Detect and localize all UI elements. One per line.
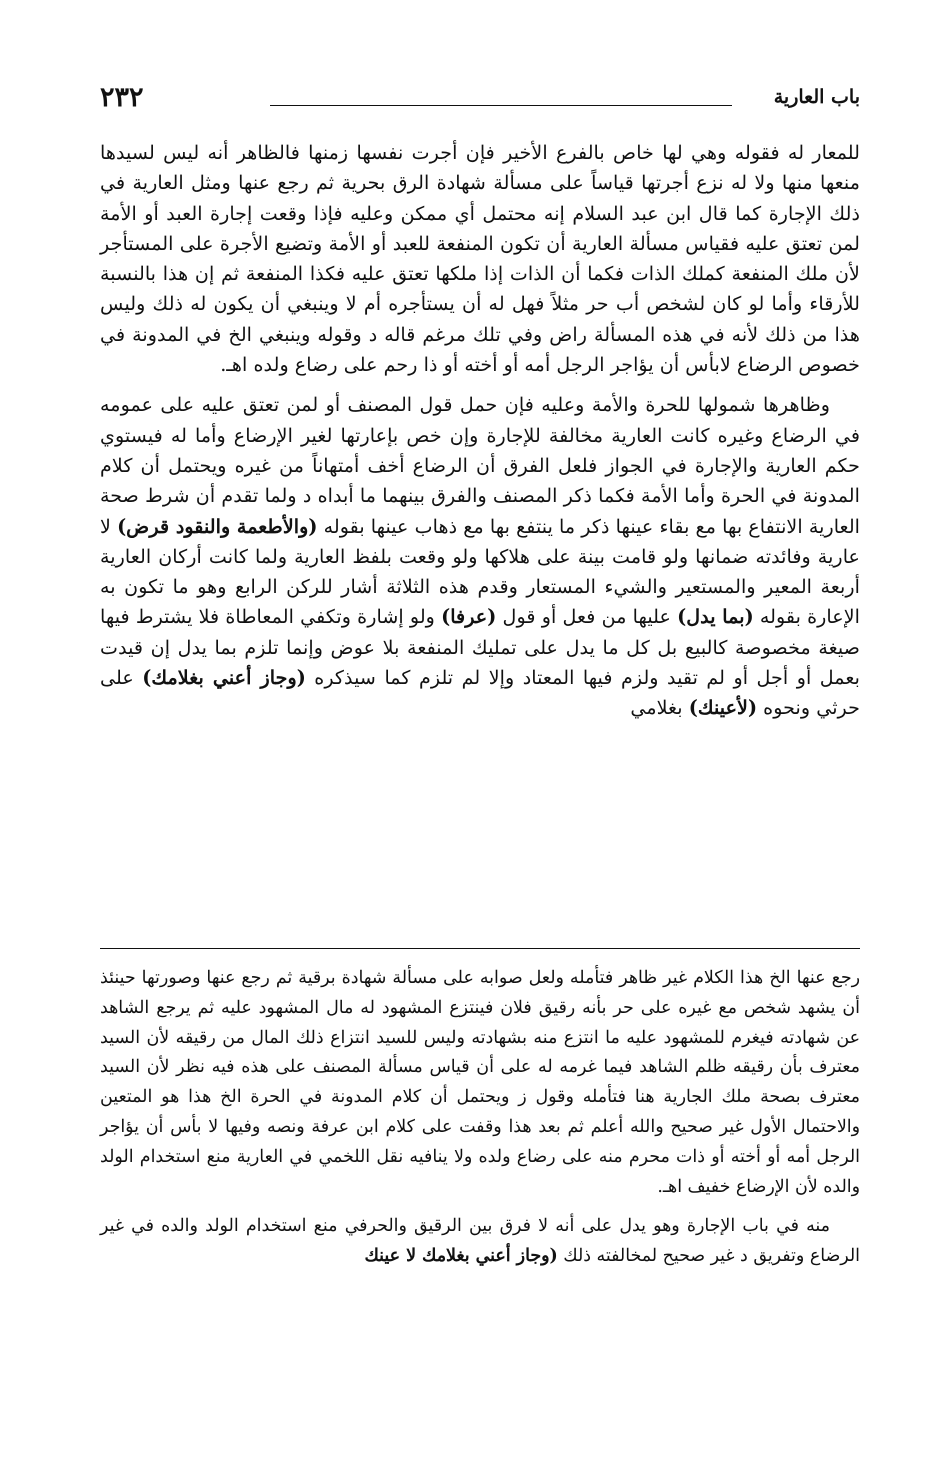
paragraph-2-text-d: عليها من فعل أو قول (496, 605, 678, 629)
paragraph-2 (100, 390, 860, 723)
header-rule (270, 105, 732, 106)
paragraph-2-text-a: وظاهرها شمولها للحرة والأمة وعليه فإن حمل قول المصنف أو لمن تعتق عليه على عمومه في الرضاع وغيره كانت العارية مخالفة للإجارة وإن خص بإعارتها لغير الإرضاع وأما له فيستوي حكم العارية والإجارة في الجواز فلعل الفرق أن الرضاع أخف أمتهاناً من غيره ويحتمل أن كلام المدونة في الحرة وأما الأمة فكما ذكر المصنف والفرق بينهما ما أبداه د ولما تقدم أن شرط صحة العارية الانتفاع بها مع بقاء عينها ذكر ما ينتفع بها مع ذهاب عينها بقوله (100, 393, 860, 538)
paragraph-2-text-e: ولو إشارة وتكفي المعاطاة فلا يشترط فيها صيغة مخصوصة كالبيع بل كل ما يدل على تمليك المنفعة بلا عوض وإنما تلزم بما يدل إن قيدت بعمل أو أجل أو لم تقيد ولزم فيها المعتاد وإلا لم تلزم كما سيذكره (100, 605, 860, 690)
footnote-2-matn-quote: (وجاز أعني بغلامك لا عينك (364, 1246, 558, 1267)
footnote-2-text: منه في باب الإجارة وهو يدل على أنه لا فرق بين الرقيق والحرفي منع استخدام الولد والده في غير الرضاع وتفريق د غير صحيح لمخالفته ذلك (100, 1216, 860, 1267)
matn-quote-4: (وجاز أعني بغلامك) (142, 666, 306, 690)
main-text (100, 138, 860, 724)
page-header (100, 84, 860, 116)
chapter-title: باب العارية (773, 86, 860, 108)
paragraph-2-text-f: على حرثي ونحوه (100, 666, 860, 720)
paragraph-2-text-g: بغلامي (630, 696, 689, 720)
matn-quote-1: (والأطعمة والنقود قرض) (117, 514, 318, 538)
matn-quote-2: (بما يدل) (677, 605, 754, 629)
paragraph-2-text-c: لا عارية وفائدته ضمانها ولو قامت بينة على هلاكها ولو وقعت بلفظ العارية ولما كانت أركان العارية أربعة المعير والمستعير والشيء المستعار وقدم هذه الثلاثة أشار للركن الرابع وهو ما تكون به الإعارة بقوله (100, 514, 860, 629)
footnotes (100, 964, 860, 1272)
page-number: ٢٣٢ (100, 82, 144, 113)
footnote-separator (100, 948, 860, 949)
matn-quote-5: (لأعينك) (688, 696, 758, 720)
footnote-1: رجع عنها الخ هذا الكلام غير ظاهر فتأمله ولعل صوابه على مسألة شهادة برقية ثم رجع عنها وصورتها حينئذ أن يشهد شخص مع غيره على حر بأنه رقيق فلان فينتزع المشهود له مال المشهود عليه ثم يرجع الشاهد عن شهادته فيغرم للمشهود عليه ما انتزع منه بشهادته وليس للسيد انتزاع ذلك المال من رقيقه لأن السيد معترف بأن رقيقه ظلم الشاهد فيما غرمه له على أن قياس مسألة المصنف على هذه فيه نظر لأن السيد معترف بصحة ملك الجارية هنا فتأمله وقول ز ويحتمل أن كلام المدونة في الحرة الخ هذا هو المتعين والاحتمال الأول غير صحيح والله أعلم ثم بعد هذا وقفت على كلام ابن عرفة ونصه وفيها لا بأس أن يؤاجر الرجل أمه أو أخته أو ذات محرم منه على رضاع ولده ولا ينافيه نقل اللخمي في العارية منع استخدام الولد والده لأن الإرضاع خفيف اهـ. (100, 968, 860, 1197)
footnote-2 (100, 1212, 860, 1272)
paragraph-1: للمعار له فقوله وهي لها خاص بالفرع الأخير فإن أجرت نفسها زمنها فالظاهر أنه ليس لسيدها منعها منها ولا له نزع أجرتها قياساً على مسألة شهادة الرق بحرية ثم رجع عنها ومثل العارية في ذلك الإجارة كما قال ابن عبد السلام إنه محتمل أي ممكن وعليه فإذا وقعت إجارة العبد أو الأمة لمن تعتق عليه فقياس مسألة العارية أن تكون المنفعة للعبد أو الأمة وتضيع الأجرة على المستأجر لأن ملك المنفعة كملك الذات فكما أن الذات إذا ملكها تعتق عليه فكذا المنفعة ثم إن هذا بالنسبة للأرقاء وأما لو كان لشخص أب حر مثلاً فهل له أن يستأجره أم لا وينبغي أن يكون له ذلك وليس هذا من ذلك لأنه في هذه المسألة راض وفي تلك مرغم قاله د وقوله وينبغي الخ في المدونة في خصوص الرضاع لابأس أن يؤاجر الرجل أمه أو أخته أو ذا رحم على رضاع ولده اهـ. (100, 141, 860, 377)
matn-quote-3: (عرفا) (441, 605, 497, 629)
